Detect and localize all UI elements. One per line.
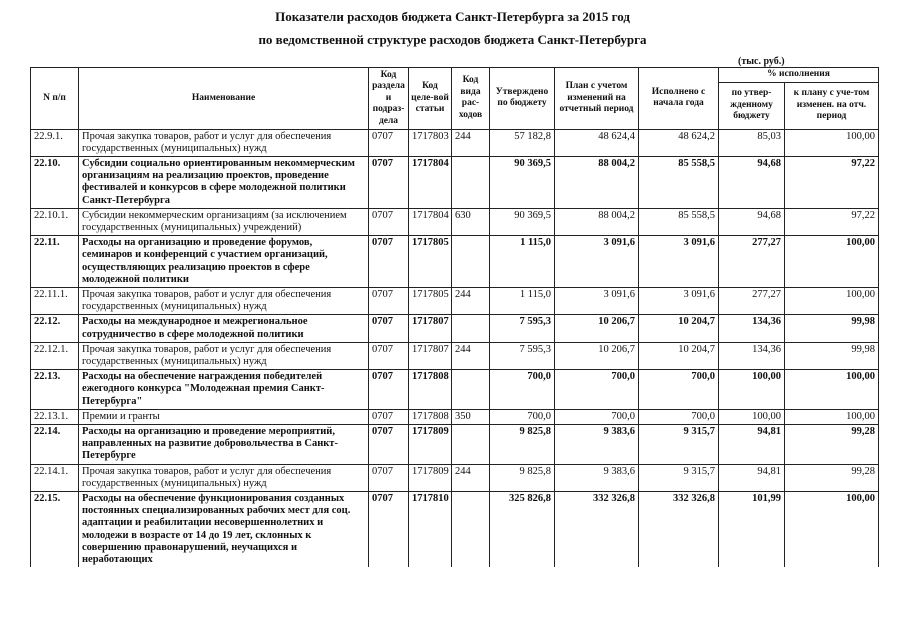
row-pct-approved: 100,00 [719, 409, 785, 424]
row-name: Прочая закупка товаров, работ и услуг для обеспечения государственных (муниципальных) нужд [79, 464, 369, 491]
row-number: 22.11.1. [31, 287, 79, 314]
row-plan: 9 383,6 [555, 424, 639, 464]
row-pct-plan: 100,00 [785, 409, 879, 424]
row-number: 22.14.1. [31, 464, 79, 491]
row-approved: 7 595,3 [490, 342, 555, 369]
row-section-code: 0707 [369, 208, 409, 235]
row-approved: 9 825,8 [490, 424, 555, 464]
table-row [31, 464, 879, 491]
row-pct-approved: 94,81 [719, 464, 785, 491]
row-target-code: 1717810 [409, 491, 452, 567]
row-name: Прочая закупка товаров, работ и услуг для обеспечения государственных (муниципальных) нужд [79, 287, 369, 314]
row-executed: 85 558,5 [639, 156, 719, 208]
row-number: 22.14. [31, 424, 79, 464]
row-section-code: 0707 [369, 464, 409, 491]
col-header-name: Наименование [79, 68, 369, 130]
row-target-code: 1717804 [409, 156, 452, 208]
row-executed: 10 204,7 [639, 315, 719, 342]
report-subtitle: по ведомственной структуре расходов бюджета Санкт-Петербурга [258, 32, 647, 47]
row-approved: 1 115,0 [490, 236, 555, 288]
row-target-code: 1717808 [409, 409, 452, 424]
row-executed: 3 091,6 [639, 287, 719, 314]
row-type-code: 244 [452, 464, 490, 491]
row-approved: 700,0 [490, 409, 555, 424]
row-section-code: 0707 [369, 491, 409, 567]
row-target-code: 1717809 [409, 424, 452, 464]
row-pct-plan: 99,28 [785, 464, 879, 491]
row-pct-approved: 277,27 [719, 287, 785, 314]
row-section-code: 0707 [369, 129, 409, 156]
row-plan: 9 383,6 [555, 464, 639, 491]
row-pct-plan: 97,22 [785, 208, 879, 235]
row-executed: 700,0 [639, 409, 719, 424]
row-target-code: 1717803 [409, 129, 452, 156]
row-name: Расходы на обеспечение награждения победителей ежегодного конкурса "Молодежная премия Санкт-Петербурга" [79, 370, 369, 410]
row-number: 22.10. [31, 156, 79, 208]
row-pct-approved: 100,00 [719, 370, 785, 410]
table-row [31, 129, 879, 156]
row-number: 22.11. [31, 236, 79, 288]
units-label: (тыс. руб.) [738, 56, 785, 67]
row-type-code: 244 [452, 287, 490, 314]
row-executed: 700,0 [639, 370, 719, 410]
row-type-code [452, 491, 490, 567]
col-header-pct-plan: к плану с уче-том изменен. на отч. период [785, 82, 879, 129]
row-pct-approved: 134,36 [719, 342, 785, 369]
row-section-code: 0707 [369, 156, 409, 208]
row-name: Расходы на организацию и проведение форумов, семинаров и конференций с участием организаций, осуществляющих реализацию проектов в сфере молодежной политики [79, 236, 369, 288]
table-row [31, 409, 879, 424]
row-executed: 3 091,6 [639, 236, 719, 288]
col-header-percent-group: % исполнения [719, 68, 879, 83]
table-row [31, 208, 879, 235]
table-row [31, 236, 879, 288]
table-row [31, 491, 879, 567]
row-executed: 85 558,5 [639, 208, 719, 235]
row-number: 22.13. [31, 370, 79, 410]
row-target-code: 1717807 [409, 315, 452, 342]
row-pct-plan: 99,98 [785, 342, 879, 369]
table-row [31, 315, 879, 342]
table-row [31, 370, 879, 410]
row-target-code: 1717808 [409, 370, 452, 410]
col-header-plan: План с учетом изменений на отчетный период [555, 68, 639, 130]
col-header-pct-approved: по утвер-жденному бюджету [719, 82, 785, 129]
row-pct-plan: 100,00 [785, 236, 879, 288]
row-executed: 48 624,2 [639, 129, 719, 156]
row-pct-plan: 100,00 [785, 491, 879, 567]
row-approved: 57 182,8 [490, 129, 555, 156]
row-section-code: 0707 [369, 409, 409, 424]
row-plan: 10 206,7 [555, 342, 639, 369]
row-plan: 88 004,2 [555, 156, 639, 208]
row-pct-approved: 85,03 [719, 129, 785, 156]
row-target-code: 1717804 [409, 208, 452, 235]
row-pct-plan: 100,00 [785, 287, 879, 314]
row-approved: 700,0 [490, 370, 555, 410]
row-number: 22.12.1. [31, 342, 79, 369]
row-type-code [452, 315, 490, 342]
col-header-section: Код раздела и подраз-дела [369, 68, 409, 130]
row-number: 22.9.1. [31, 129, 79, 156]
row-name: Расходы на организацию и проведение мероприятий, направленных на развитие добровольчества в Санкт-Петербурге [79, 424, 369, 464]
row-plan: 700,0 [555, 370, 639, 410]
row-pct-plan: 100,00 [785, 129, 879, 156]
row-type-code [452, 236, 490, 288]
row-plan: 88 004,2 [555, 208, 639, 235]
row-type-code [452, 156, 490, 208]
row-target-code: 1717807 [409, 342, 452, 369]
row-plan: 10 206,7 [555, 315, 639, 342]
row-executed: 332 326,8 [639, 491, 719, 567]
row-pct-approved: 94,68 [719, 156, 785, 208]
row-name: Расходы на обеспечение функционирования созданных постоянных специализированных рабочих мест для соц. адаптации и реабилитации несовершеннолетних и молодежи в возрасте от 14 до 19 лет, склонных к совершению правонарушений, неучащихся и неработающих [79, 491, 369, 567]
table-body [31, 129, 879, 567]
row-plan: 48 624,4 [555, 129, 639, 156]
row-number: 22.12. [31, 315, 79, 342]
row-pct-approved: 277,27 [719, 236, 785, 288]
row-plan: 3 091,6 [555, 287, 639, 314]
col-header-approved: Утверждено по бюджету [490, 68, 555, 130]
row-pct-plan: 99,28 [785, 424, 879, 464]
row-approved: 325 826,8 [490, 491, 555, 567]
row-pct-approved: 101,99 [719, 491, 785, 567]
row-type-code: 244 [452, 129, 490, 156]
row-approved: 7 595,3 [490, 315, 555, 342]
table-row [31, 156, 879, 208]
report-title: Показатели расходов бюджета Санкт-Петербурга за 2015 год [275, 9, 630, 24]
row-name: Премии и гранты [79, 409, 369, 424]
col-header-type: Код вида рас-ходов [452, 68, 490, 130]
table-row [31, 342, 879, 369]
row-number: 22.15. [31, 491, 79, 567]
row-name: Субсидии некоммерческим организациям (за исключением государственных (муниципальных) учреждений) [79, 208, 369, 235]
row-number: 22.10.1. [31, 208, 79, 235]
row-plan: 332 326,8 [555, 491, 639, 567]
row-name: Прочая закупка товаров, работ и услуг для обеспечения государственных (муниципальных) нужд [79, 342, 369, 369]
row-type-code [452, 370, 490, 410]
row-plan: 3 091,6 [555, 236, 639, 288]
row-approved: 9 825,8 [490, 464, 555, 491]
row-section-code: 0707 [369, 424, 409, 464]
col-header-num: N п/п [31, 68, 79, 130]
row-type-code [452, 424, 490, 464]
row-pct-approved: 94,81 [719, 424, 785, 464]
row-executed: 10 204,7 [639, 342, 719, 369]
row-type-code: 350 [452, 409, 490, 424]
row-number: 22.13.1. [31, 409, 79, 424]
table-row [31, 424, 879, 464]
col-header-executed: Исполнено с начала года [639, 68, 719, 130]
row-pct-plan: 100,00 [785, 370, 879, 410]
row-section-code: 0707 [369, 236, 409, 288]
row-plan: 700,0 [555, 409, 639, 424]
row-name: Прочая закупка товаров, работ и услуг для обеспечения государственных (муниципальных) нужд [79, 129, 369, 156]
col-header-target: Код целе-вой статьи [409, 68, 452, 130]
row-executed: 9 315,7 [639, 464, 719, 491]
row-pct-approved: 94,68 [719, 208, 785, 235]
row-executed: 9 315,7 [639, 424, 719, 464]
row-target-code: 1717809 [409, 464, 452, 491]
row-approved: 90 369,5 [490, 208, 555, 235]
budget-table [30, 67, 879, 567]
row-target-code: 1717805 [409, 236, 452, 288]
row-name: Расходы на международное и межрегиональное сотрудничество в сфере молодежной политики [79, 315, 369, 342]
row-name: Субсидии социально ориентированным некоммерческим организациям на реализацию проектов, проведение фестивалей и конкурсов в сфере молодежной политики Санкт-Петербурга [79, 156, 369, 208]
row-pct-approved: 134,36 [719, 315, 785, 342]
row-approved: 90 369,5 [490, 156, 555, 208]
row-type-code: 630 [452, 208, 490, 235]
row-pct-plan: 99,98 [785, 315, 879, 342]
row-section-code: 0707 [369, 342, 409, 369]
row-section-code: 0707 [369, 370, 409, 410]
row-section-code: 0707 [369, 287, 409, 314]
row-type-code: 244 [452, 342, 490, 369]
row-pct-plan: 97,22 [785, 156, 879, 208]
row-approved: 1 115,0 [490, 287, 555, 314]
row-target-code: 1717805 [409, 287, 452, 314]
row-section-code: 0707 [369, 315, 409, 342]
table-row [31, 287, 879, 314]
